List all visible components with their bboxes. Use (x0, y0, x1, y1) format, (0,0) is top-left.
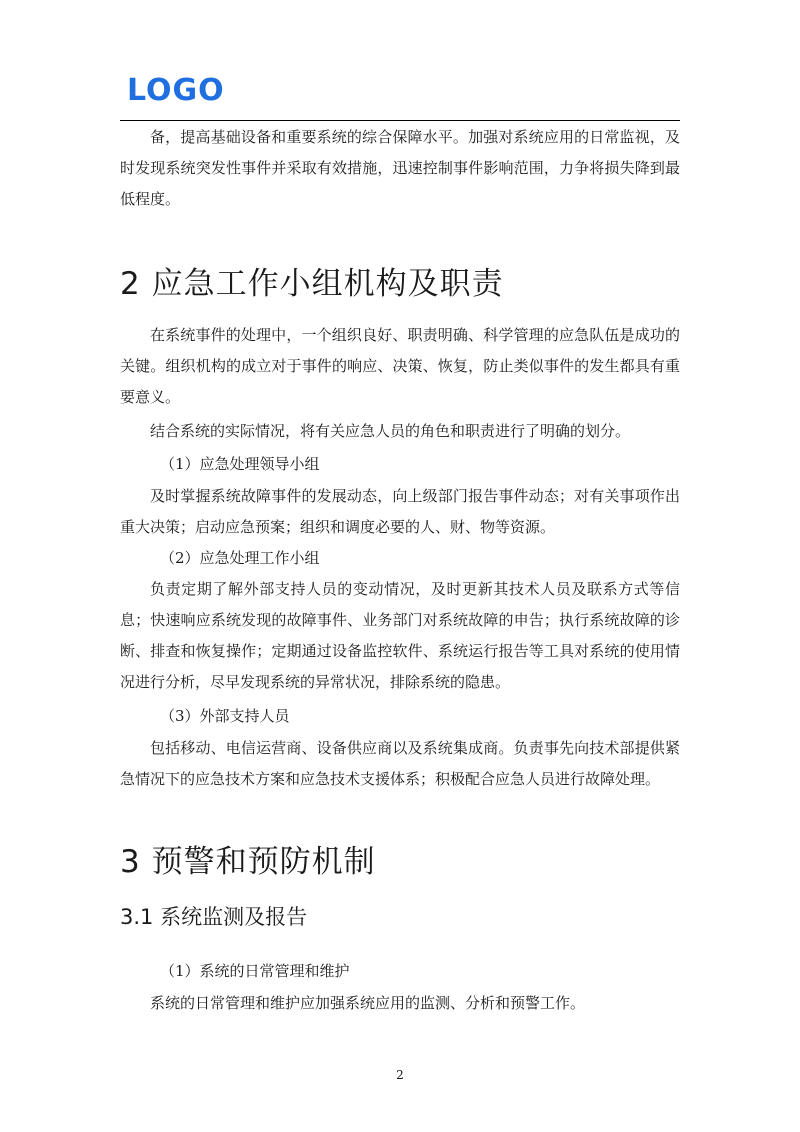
item-2-text: 负责定期了解外部支持人员的变动情况，及时更新其技术人员及联系方式等信息；快速响应系统发现的故障事件、业务部门对系统故障的申告；执行系统故障的诊断、排查和恢复操作；定期通过设备监控软件、系统运行报告等工具对系统的使用情况进行分析，尽早发现系统的异常状况，排除系统的隐患。 (120, 580, 680, 691)
sub-item-1-title: （1）系统的日常管理和维护 (160, 962, 350, 980)
section-2-heading: 2 应急工作小组机构及职责 (120, 266, 504, 302)
item-3-text: 包括移动、电信运营商、设备供应商以及系统集成商。负责事先向技术部提供紧急情况下的应急技术方案和应急技术支援体系；积极配合应急人员进行故障处理。 (120, 739, 680, 788)
page-number: 2 (396, 1068, 404, 1082)
section-3-1-heading: 3.1 系统监测及报告 (120, 905, 308, 929)
item-1-title: （1）应急处理领导小组 (160, 455, 320, 473)
section-2-paragraph-1: 在系统事件的处理中，一个组织良好、职责明确、科学管理的应急队伍是成功的关键。组织机构的成立对于事件的响应、决策、恢复，防止类似事件的发生都具有重要意义。 (120, 326, 680, 406)
item-2-title: （2）应急处理工作小组 (160, 549, 320, 567)
item-3-title: （3）外部支持人员 (160, 707, 290, 725)
logo: LOGO (127, 73, 225, 108)
header-divider (120, 120, 680, 121)
intro-continuation-paragraph: 备，提高基础设备和重要系统的综合保障水平。加强对系统应用的日常监视，及时发现系统突发性事件并采取有效措施，迅速控制事件影响范围，力争将损失降到最低程度。 (120, 128, 680, 208)
section-3-heading: 3 预警和预防机制 (120, 844, 376, 880)
section-2-paragraph-2: 结合系统的实际情况，将有关应急人员的角色和职责进行了明确的划分。 (150, 422, 631, 440)
sub-item-1-text: 系统的日常管理和维护应加强系统应用的监测、分析和预警工作。 (150, 994, 586, 1012)
item-1-text: 及时掌握系统故障事件的发展动态，向上级部门报告事件动态；对有关事项作出重大决策；启动应急预案；组织和调度必要的人、财、物等资源。 (120, 487, 680, 536)
